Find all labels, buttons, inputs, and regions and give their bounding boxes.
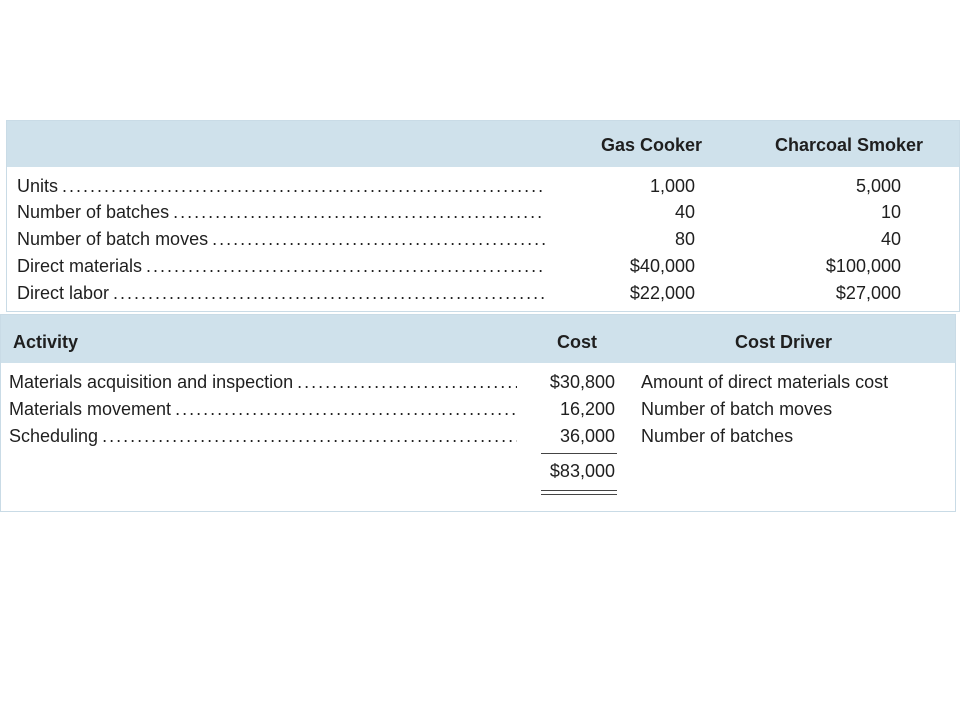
table-row <box>9 371 517 393</box>
table-row <box>9 398 517 420</box>
row-value-gas: $40,000 <box>629 256 695 276</box>
col-header-cost-driver: Cost Driver <box>735 332 833 352</box>
activity-cost: 16,200 <box>559 399 615 419</box>
table-row <box>17 228 545 250</box>
col-header-gas-cooker: Gas Cooker <box>601 135 703 155</box>
row-label: Units <box>17 176 59 196</box>
row-label: Number of batch moves <box>17 229 209 249</box>
total-cost: $83,000 <box>549 461 615 481</box>
table-row <box>17 201 545 223</box>
row-value-charcoal: 5,000 <box>855 176 901 196</box>
row-value-charcoal: 40 <box>880 229 901 249</box>
activity-cost: 36,000 <box>559 426 615 446</box>
row-value-charcoal: $27,000 <box>835 283 901 303</box>
row-label: Number of batches <box>17 202 170 222</box>
total-double-rule-bottom <box>541 494 617 495</box>
activity-cost-driver: Number of batches <box>641 426 794 446</box>
production-data-table <box>6 120 960 312</box>
table-row <box>17 282 545 304</box>
activity-label: Materials movement <box>9 399 172 419</box>
table-row <box>17 175 545 197</box>
activity-cost-driver: Number of batch moves <box>641 399 833 419</box>
row-value-gas: $22,000 <box>629 283 695 303</box>
table-row <box>9 425 517 447</box>
row-value-charcoal: 10 <box>880 202 901 222</box>
row-value-gas: 40 <box>674 202 695 222</box>
subtotal-rule <box>541 453 617 454</box>
activity-label: Materials acquisition and inspection <box>9 372 294 392</box>
activity-cost-table <box>0 314 956 512</box>
col-header-cost: Cost <box>557 332 597 352</box>
row-value-gas: 1,000 <box>649 176 695 196</box>
activity-cost: $30,800 <box>549 372 615 392</box>
row-value-charcoal: $100,000 <box>825 256 901 276</box>
total-double-rule-top <box>541 490 617 491</box>
table-row <box>17 255 545 277</box>
activity-label: Scheduling <box>9 426 99 446</box>
row-value-gas: 80 <box>674 229 695 249</box>
col-header-activity: Activity <box>13 332 79 352</box>
row-label: Direct materials <box>17 256 143 276</box>
activity-cost-driver: Amount of direct materials cost <box>641 372 889 392</box>
row-label: Direct labor <box>17 283 110 303</box>
col-header-charcoal-smoker: Charcoal Smoker <box>775 135 924 155</box>
